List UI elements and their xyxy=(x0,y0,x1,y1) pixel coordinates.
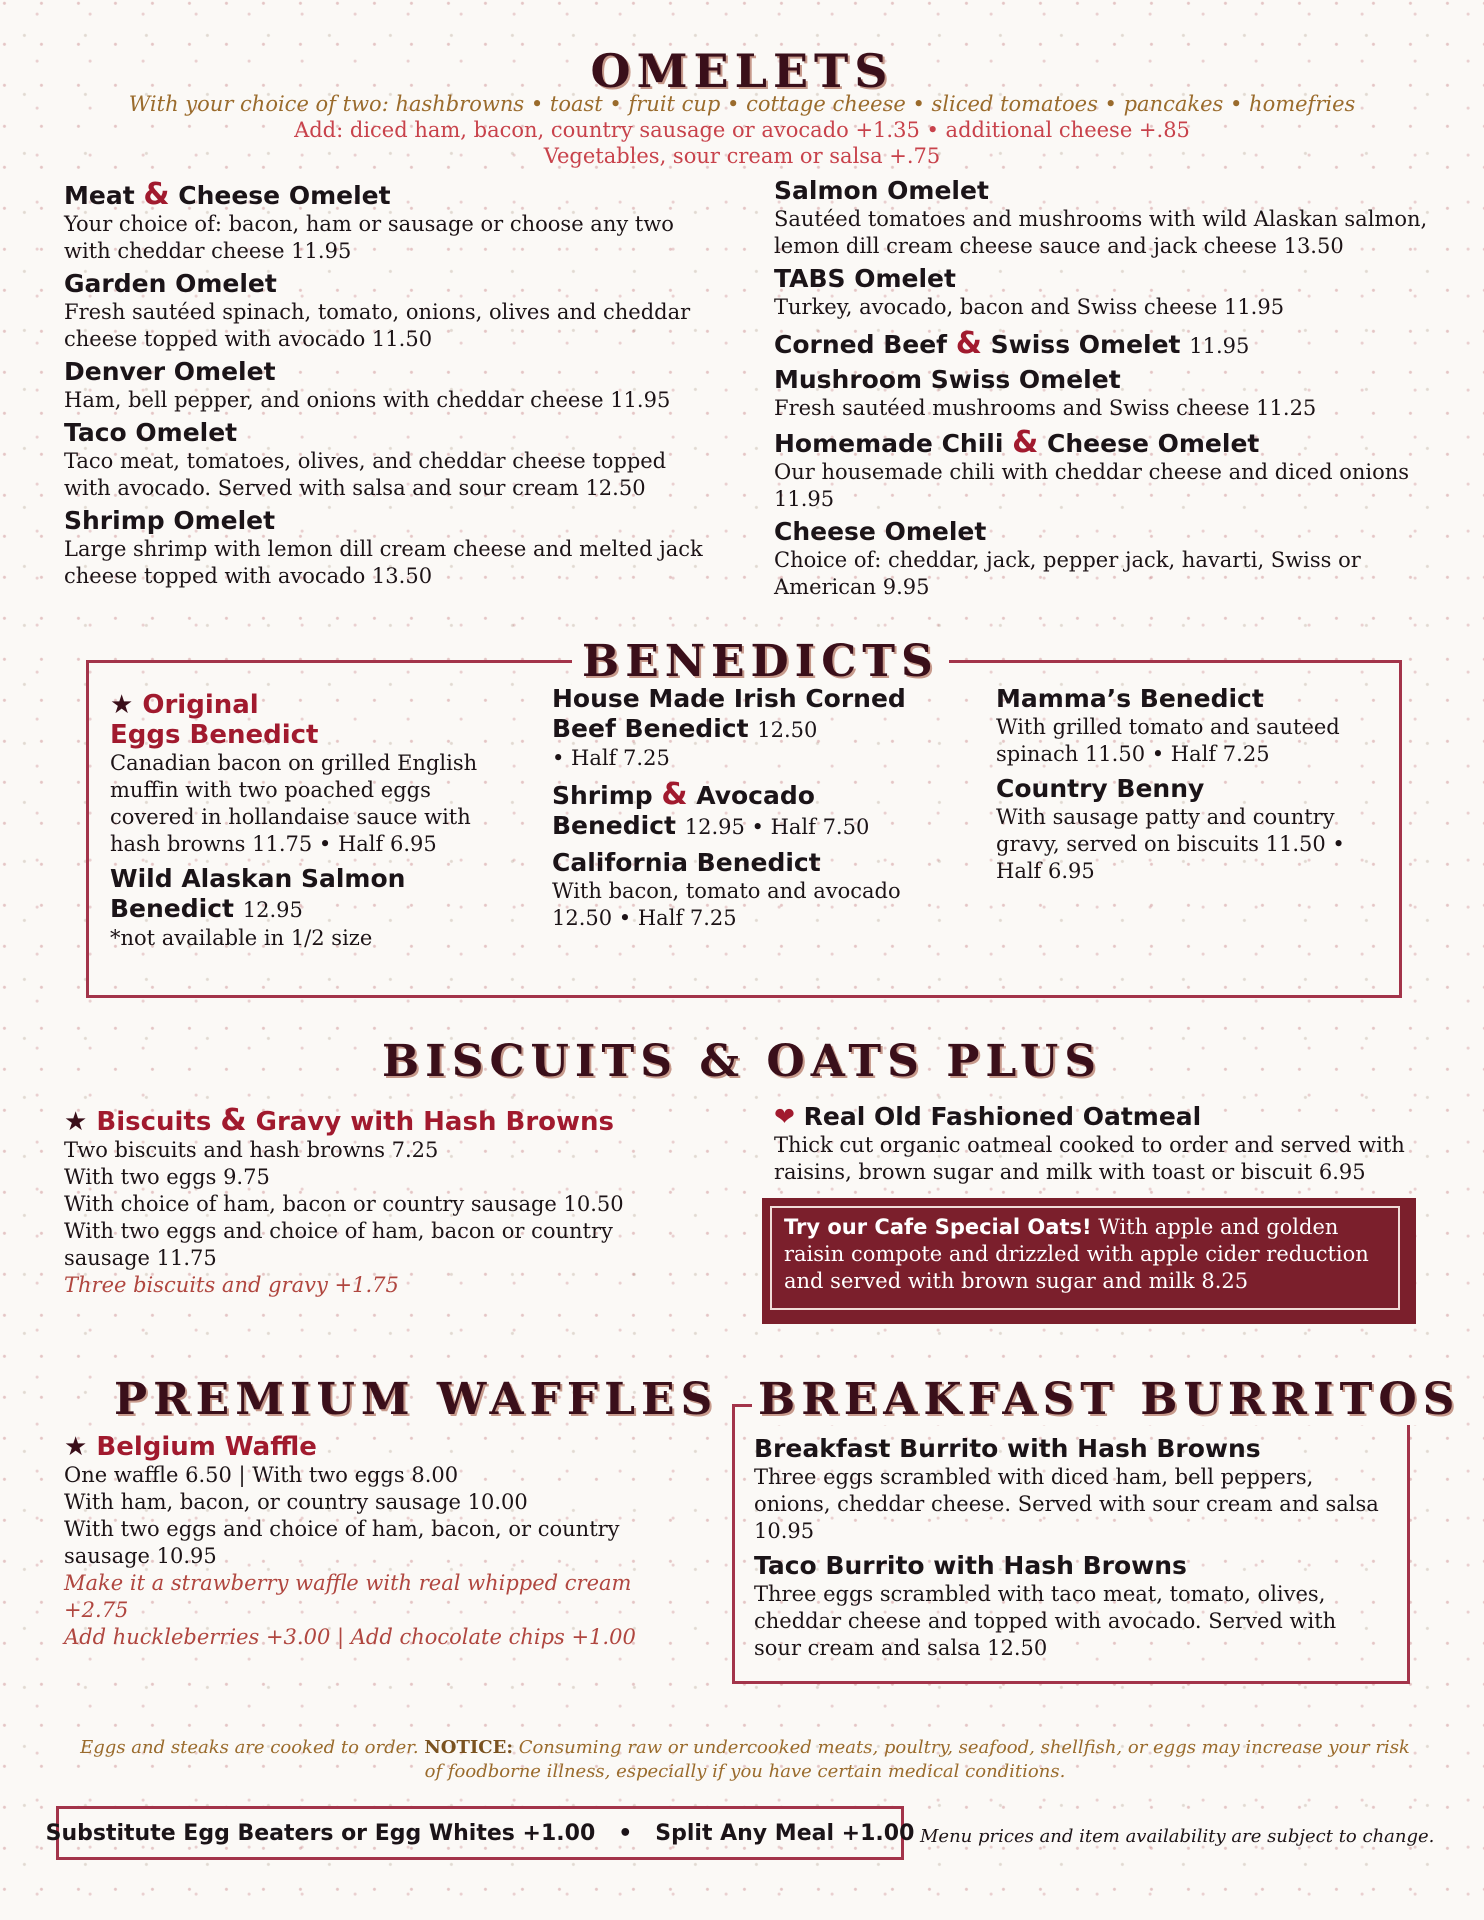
star-icon: ★ xyxy=(64,1107,88,1137)
item-name: ★ Original xyxy=(110,690,259,720)
omelets-sides-note: With your choice of two: hashbrowns • toast • fruit cup • cottage cheese • sliced tomatoes • pancakes • homefries xyxy=(128,92,1356,116)
biscuits-item xyxy=(64,1103,724,1299)
item-price: 12.95 • Half 7.50 xyxy=(684,815,870,839)
menu-item xyxy=(774,264,1434,321)
item-name: House Made Irish Corned Beef Benedict 12.50 xyxy=(552,684,906,743)
item-desc: Ham, bell pepper, and onions with cheddar cheese 11.95 xyxy=(64,388,671,412)
item-half-price: • Half 7.25 xyxy=(552,746,670,770)
item-desc: Our housemade chili with cheddar cheese and diced onions 11.95 xyxy=(774,460,1410,511)
item-name: Taco Burrito with Hash Browns xyxy=(754,1551,1187,1580)
item-desc: Canadian bacon on grilled English muffin with two poached eggs covered in hollandaise sauce with hash browns 11.75 • Half 6.95 xyxy=(110,751,478,856)
substitutions-box xyxy=(45,1806,915,1860)
item-name: Denver Omelet xyxy=(64,357,276,386)
ampersand: & xyxy=(143,177,170,212)
item-name-line2: Eggs Benedict xyxy=(110,720,319,750)
item-name: TABS Omelet xyxy=(774,264,956,293)
menu-item xyxy=(64,177,714,265)
item-desc: With grilled tomato and sauteed spinach 11.50 • Half 7.25 xyxy=(996,715,1340,766)
menu-item xyxy=(774,326,1434,361)
item-name: Cheese Omelet xyxy=(774,517,987,546)
menu-item xyxy=(64,357,714,414)
ampersand: & xyxy=(220,1103,247,1138)
item-note: *not available in 1/2 size xyxy=(110,926,373,950)
item-name: Country Benny xyxy=(996,774,1205,803)
item-name: Wild Alaskan Salmon Benedict 12.95 xyxy=(110,864,406,923)
item-line: With ham, bacon, or country sausage 10.00 xyxy=(64,1490,528,1514)
item-note: Add huckleberries +3.00 | Add chocolate chips +1.00 xyxy=(64,1625,636,1649)
ampersand: & xyxy=(661,777,688,812)
item-desc: Three eggs scrambled with diced ham, bell peppers, onions, cheddar cheese. Served with sour cream and salsa 10.95 xyxy=(754,1465,1379,1543)
item-desc: Large shrimp with lemon dill cream cheese and melted jack cheese topped with avocado 13.50 xyxy=(64,537,703,588)
item-name: Breakfast Burrito with Hash Browns xyxy=(754,1434,1261,1463)
item-desc: With bacon, tomato and avocado 12.50 • Half 7.25 xyxy=(552,879,901,930)
item-line: With two eggs 9.75 xyxy=(64,1165,270,1189)
item-name: Mamma’s Benedict xyxy=(996,684,1264,713)
item-name: California Benedict xyxy=(552,848,821,877)
item-name: Shrimp Omelet xyxy=(64,506,276,535)
item-name: Mushroom Swiss Omelet xyxy=(774,365,1121,394)
item-name: ★ Biscuits & Gravy with Hash Browns xyxy=(64,1103,615,1138)
menu-item xyxy=(774,425,1434,513)
item-price: 12.50 xyxy=(757,718,818,742)
substitutions-text: Substitute Egg Beaters or Egg Whites +1.00 • Split Any Meal +1.00 xyxy=(45,1820,915,1846)
omelets-add-note: Add: diced ham, bacon, country sausage or avocado +1.35 • additional cheese +.85 xyxy=(294,118,1190,142)
oatmeal-item xyxy=(774,1102,1434,1186)
item-name: ★ Belgium Waffle xyxy=(64,1432,317,1462)
waffle-item xyxy=(64,1432,684,1651)
item-desc: Thick cut organic oatmeal cooked to order and served with raisins, brown sugar and milk with toast or biscuit 6.95 xyxy=(774,1133,1405,1184)
benedicts-title: BENEDICTS xyxy=(572,636,949,687)
special-oats-heading: Try our Cafe Special Oats! xyxy=(784,1215,1092,1239)
omelets-right-column xyxy=(774,176,1434,601)
special-oats-text: Try our Cafe Special Oats! With apple and golden raisin compote and drizzled with apple cider reduction and served with brown sugar and milk 8.25 xyxy=(770,1206,1400,1310)
item-desc: Sautéed tomatoes and mushrooms with wild Alaskan salmon, lemon dill cream cheese sauce and jack cheese 13.50 xyxy=(774,207,1428,258)
item-name: ❤ Real Old Fashioned Oatmeal xyxy=(774,1102,1202,1131)
menu-item xyxy=(64,506,714,590)
item-name: Corned Beef & Swiss Omelet 11.95 xyxy=(774,326,1250,361)
item-name: Taco Omelet xyxy=(64,418,238,447)
waffles-title: PREMIUM WAFFLES xyxy=(114,1374,719,1425)
item-name: Shrimp & Avocado Benedict 12.95 • Half 7.50 xyxy=(552,777,870,840)
special-oats-box xyxy=(762,1198,1416,1324)
item-desc: Fresh sautéed mushrooms and Swiss cheese 11.25 xyxy=(774,396,1317,420)
benedicts-col-3 xyxy=(996,684,1366,885)
star-icon: ★ xyxy=(64,1432,88,1462)
item-desc: Choice of: cheddar, jack, pepper jack, havarti, Swiss or American 9.95 xyxy=(774,548,1361,599)
item-desc: Three eggs scrambled with taco meat, tomato, olives, cheddar cheese and topped with avocado. Served with sour cream and salsa 12.50 xyxy=(754,1582,1337,1660)
omelets-veg-note: Vegetables, sour cream or salsa +.75 xyxy=(543,144,941,168)
prices-disclaimer: Menu prices and item availability are subject to change. xyxy=(920,1826,1435,1847)
item-desc: Your choice of: bacon, ham or sausage or choose any two with cheddar cheese 11.95 xyxy=(64,212,674,263)
menu-item xyxy=(64,418,714,502)
item-note: Make it a strawberry waffle with real whipped cream +2.75 xyxy=(64,1571,632,1622)
benedicts-col-1 xyxy=(110,690,500,952)
food-safety-notice: Eggs and steaks are cooked to order. NOTICE: Consuming raw or undercooked meats, poultry, seafood, shellfish, or eggs may increase your risk of foodborne illness, especially if you have certain medical conditions. xyxy=(80,1737,1410,1782)
item-note: Three biscuits and gravy +1.75 xyxy=(64,1273,399,1297)
menu-item xyxy=(774,176,1434,260)
item-name: Meat & Cheese Omelet xyxy=(64,177,391,212)
benedicts-col-2 xyxy=(552,684,942,932)
item-desc: Fresh sautéed spinach, tomato, onions, olives and cheddar cheese topped with avocado 11.50 xyxy=(64,300,691,351)
item-line: One waffle 6.50 | With two eggs 8.00 xyxy=(64,1463,459,1487)
item-name: Garden Omelet xyxy=(64,269,277,298)
menu-item xyxy=(774,365,1434,422)
item-price: 12.95 xyxy=(242,898,303,922)
menu-item xyxy=(64,269,714,353)
ampersand: & xyxy=(1012,425,1039,460)
omelets-title: OMELETS xyxy=(590,44,894,98)
item-desc: With sausage patty and country gravy, served on biscuits 11.50 • Half 6.95 xyxy=(996,805,1345,883)
burritos-list xyxy=(754,1434,1384,1662)
menu-item xyxy=(774,517,1434,601)
item-line: With choice of ham, bacon or country sausage 10.50 xyxy=(64,1192,624,1216)
heart-icon: ❤ xyxy=(774,1102,795,1131)
item-desc: Turkey, avocado, bacon and Swiss cheese 11.95 xyxy=(774,295,1285,319)
ampersand: & xyxy=(955,326,982,361)
omelets-left-column xyxy=(64,177,714,590)
item-line: With two eggs and choice of ham, bacon or country sausage 11.75 xyxy=(64,1219,613,1270)
item-desc: Taco meat, tomatoes, olives, and cheddar cheese topped with avocado. Served with salsa and sour cream 12.50 xyxy=(64,449,667,500)
item-name: Salmon Omelet xyxy=(774,176,989,205)
star-icon: ★ xyxy=(110,690,134,720)
item-price: 11.95 xyxy=(1189,334,1250,358)
item-name: Homemade Chili & Cheese Omelet xyxy=(774,425,1260,460)
item-line: With two eggs and choice of ham, bacon, or country sausage 10.95 xyxy=(64,1517,620,1568)
burritos-title: BREAKFAST BURRITOS xyxy=(752,1374,1466,1425)
item-line: Two biscuits and hash browns 7.25 xyxy=(64,1138,439,1162)
biscuits-title: BISCUITS & OATS PLUS xyxy=(381,1036,1103,1087)
